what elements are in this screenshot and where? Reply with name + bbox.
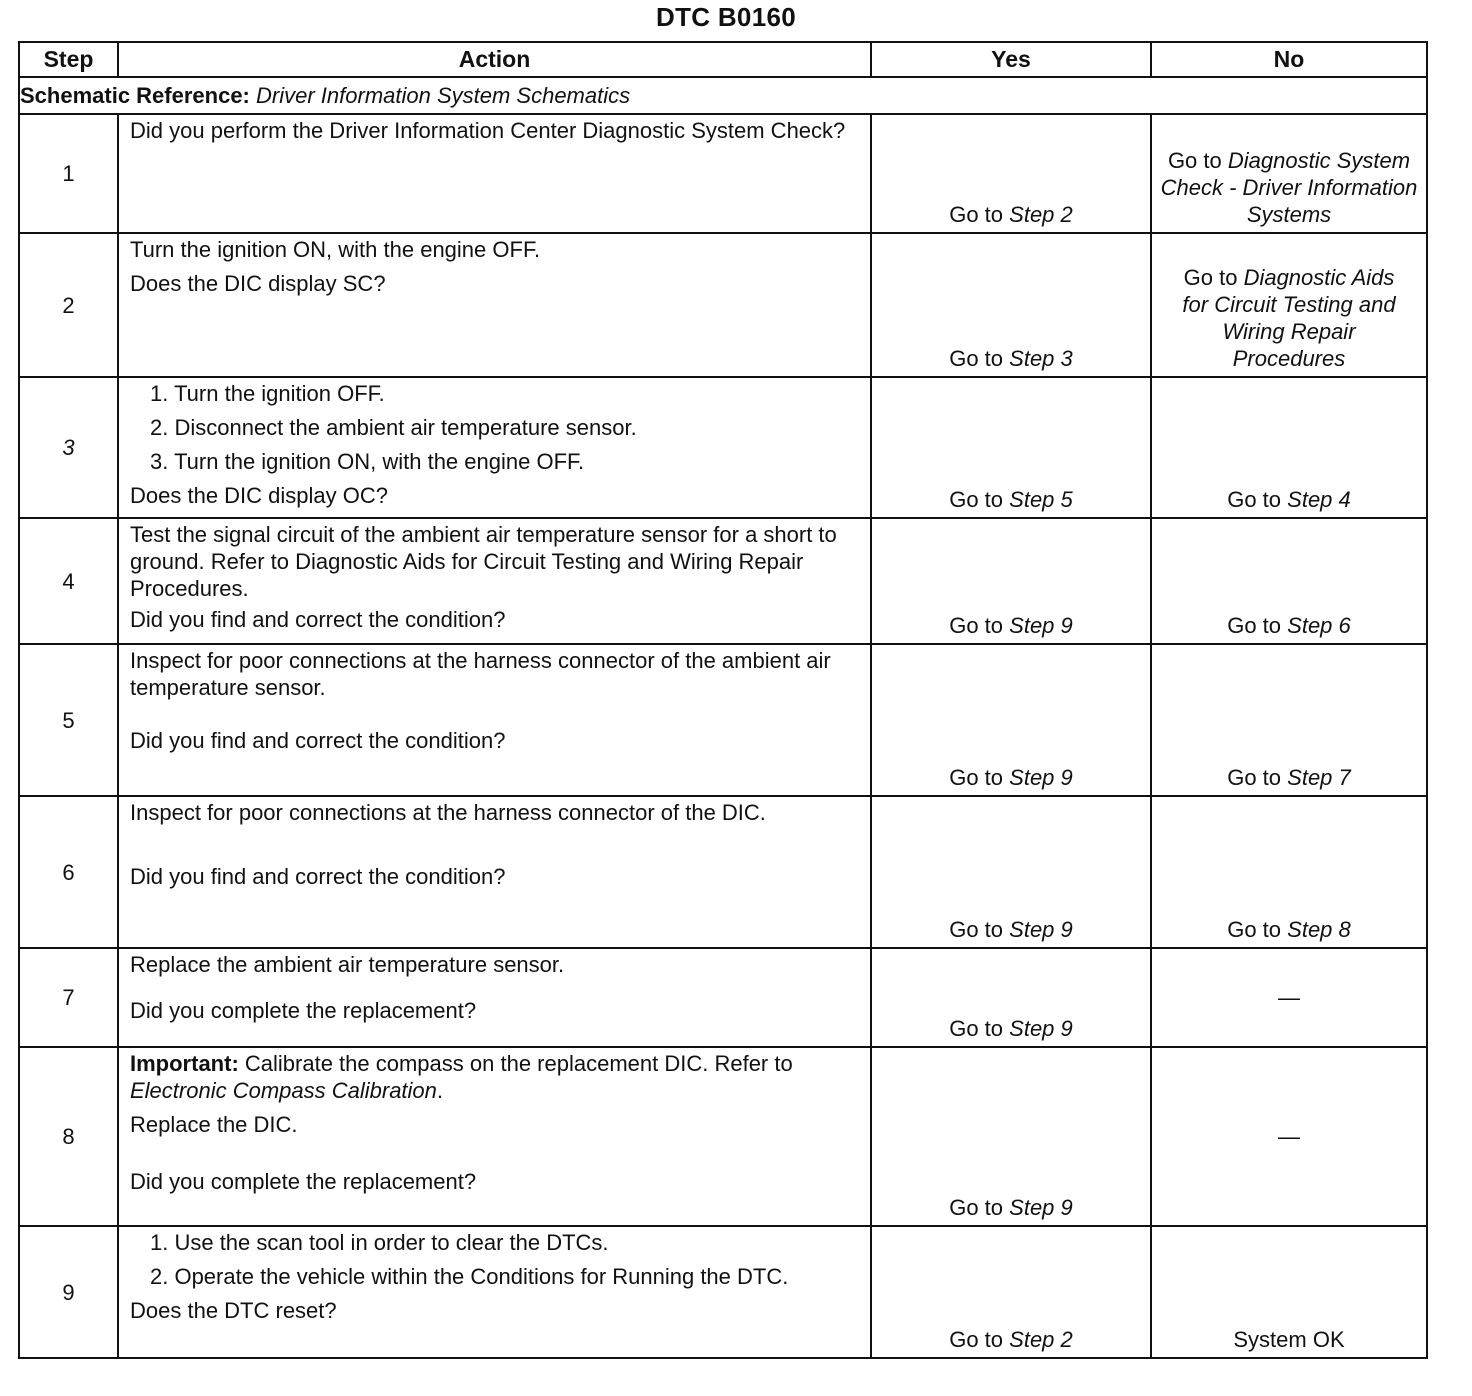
no-target: Step 4 [1287,487,1351,512]
no-cell[interactable] [1151,644,1427,796]
important-period: . [436,1078,444,1103]
goto-label: Go to [1227,487,1282,512]
no-cell[interactable] [1151,233,1427,377]
action-text: Replace the ambient air temperature sensor. [130,952,565,977]
action-question: Did you complete the replacement? [130,1169,477,1194]
header-row [19,42,1427,77]
action-cell [118,644,871,796]
diagnostic-table [18,41,1428,1359]
action-text: Turn the ignition ON, with the engine OFF. [130,237,541,262]
page-title: DTC B0160 [656,2,796,32]
no-cell: — [1151,1047,1427,1226]
yes-target: Step 9 [1009,1195,1073,1220]
action-step: 3. Turn the ignition ON, with the engine OFF. [150,449,585,474]
action-cell [118,1226,871,1358]
goto-label: Go to [949,487,1004,512]
table-row [19,377,1427,518]
action-cell [118,233,871,377]
no-cell: — [1151,948,1427,1047]
action-cell [118,796,871,948]
table-row [19,518,1427,644]
step-number: 7 [19,948,118,1047]
action-question: Did you complete the replacement? [130,998,477,1023]
yes-cell[interactable] [871,948,1151,1047]
action-cell [118,114,871,233]
header-action: Action [118,42,871,77]
step-number: 1 [19,114,118,233]
yes-cell[interactable] [871,644,1151,796]
action-step: 2. Disconnect the ambient air temperature sensor. [150,415,637,440]
table-row [19,114,1427,233]
action-text: Did you perform the Driver Information Center Diagnostic System Check? [130,118,846,143]
goto-label: Go to [1167,148,1222,173]
action-question: Did you find and correct the condition? [130,864,506,889]
step-number: 4 [19,518,118,644]
action-cell [118,377,871,518]
step-number: 8 [19,1047,118,1226]
table-row [19,948,1427,1047]
yes-cell[interactable] [871,518,1151,644]
action-question: Did you find and correct the condition? [130,607,506,632]
step-number: 3 [19,377,118,518]
yes-target: Step 2 [1009,1327,1073,1352]
goto-label: Go to [949,1195,1004,1220]
action-text: Inspect for poor connections at the harness connector of the ambient air temperature sensor. [130,648,831,700]
yes-cell[interactable] [871,114,1151,233]
yes-target: Step 2 [1009,202,1073,227]
yes-target: Step 9 [1009,613,1073,638]
no-target: Diagnostic Aids for Circuit Testing and Wiring Repair Procedures [1182,265,1396,371]
action-question: Does the DIC display OC? [130,483,388,508]
yes-target: Step 9 [1009,1016,1073,1041]
action-cell [118,518,871,644]
yes-target: Step 3 [1009,346,1073,371]
step-number: 6 [19,796,118,948]
action-question: Did you find and correct the condition? [130,728,506,753]
action-question: Does the DIC display SC? [130,271,386,296]
header-yes: Yes [871,42,1151,77]
goto-label: Go to [949,765,1004,790]
goto-label: Go to [1227,765,1282,790]
no-cell[interactable] [1151,114,1427,233]
action-text: Replace the DIC. [130,1112,298,1137]
action-text: Inspect for poor connections at the harness connector of the DIC. [130,800,766,825]
yes-target: Step 9 [1009,917,1073,942]
table-row [19,644,1427,796]
no-cell[interactable] [1151,377,1427,518]
no-target: Step 6 [1287,613,1351,638]
yes-cell[interactable] [871,233,1151,377]
action-cell [118,948,871,1047]
yes-cell[interactable] [871,377,1151,518]
schematic-row [19,77,1427,114]
no-cell[interactable] [1151,796,1427,948]
yes-cell[interactable] [871,1226,1151,1358]
no-target: Diagnostic System Check - Driver Information Systems [1160,148,1418,227]
action-question: Does the DTC reset? [130,1298,337,1323]
important-reference[interactable]: Electronic Compass Calibration [130,1078,437,1103]
action-step: 2. Operate the vehicle within the Conditions for Running the DTC. [150,1264,789,1289]
goto-label: Go to [1227,613,1282,638]
step-number: 9 [19,1226,118,1358]
goto-label: Go to [949,346,1004,371]
goto-label: Go to [949,1016,1004,1041]
step-number: 2 [19,233,118,377]
step-number: 5 [19,644,118,796]
schematic-reference [19,77,1427,114]
goto-label: Go to [949,917,1004,942]
goto-label: Go to [1183,265,1238,290]
goto-label: Go to [1227,917,1282,942]
goto-label: Go to [949,613,1004,638]
action-step: 1. Turn the ignition OFF. [150,381,385,406]
no-cell[interactable] [1151,518,1427,644]
action-steps [130,1229,790,1290]
table-row [19,233,1427,377]
no-target: Step 8 [1287,917,1351,942]
schematic-label: Schematic Reference: [20,83,250,108]
table-row [19,1047,1427,1226]
action-step: 1. Use the scan tool in order to clear the DTCs. [150,1230,609,1255]
action-cell [118,1047,871,1226]
header-no: No [1151,42,1427,77]
no-target: Step 7 [1287,765,1351,790]
yes-cell[interactable] [871,796,1151,948]
important-label: Important: [130,1051,239,1076]
action-text: Test the signal circuit of the ambient air temperature sensor for a short to ground. Refer to Diagnostic Aids for Circuit Testing and Wiring Repair Procedures. [130,522,837,601]
header-step: Step [19,42,118,77]
yes-cell[interactable] [871,1047,1151,1226]
table-row [19,1226,1427,1358]
goto-label: Go to [949,202,1004,227]
important-text: Calibrate the compass on the replacement DIC. Refer to [244,1051,793,1076]
table-row [19,796,1427,948]
important-note [130,1050,860,1104]
no-cell: System OK [1151,1226,1427,1358]
action-steps [130,380,860,475]
schematic-link[interactable]: Driver Information System Schematics [256,83,631,108]
goto-label: Go to [949,1327,1004,1352]
yes-target: Step 5 [1009,487,1073,512]
yes-target: Step 9 [1009,765,1073,790]
